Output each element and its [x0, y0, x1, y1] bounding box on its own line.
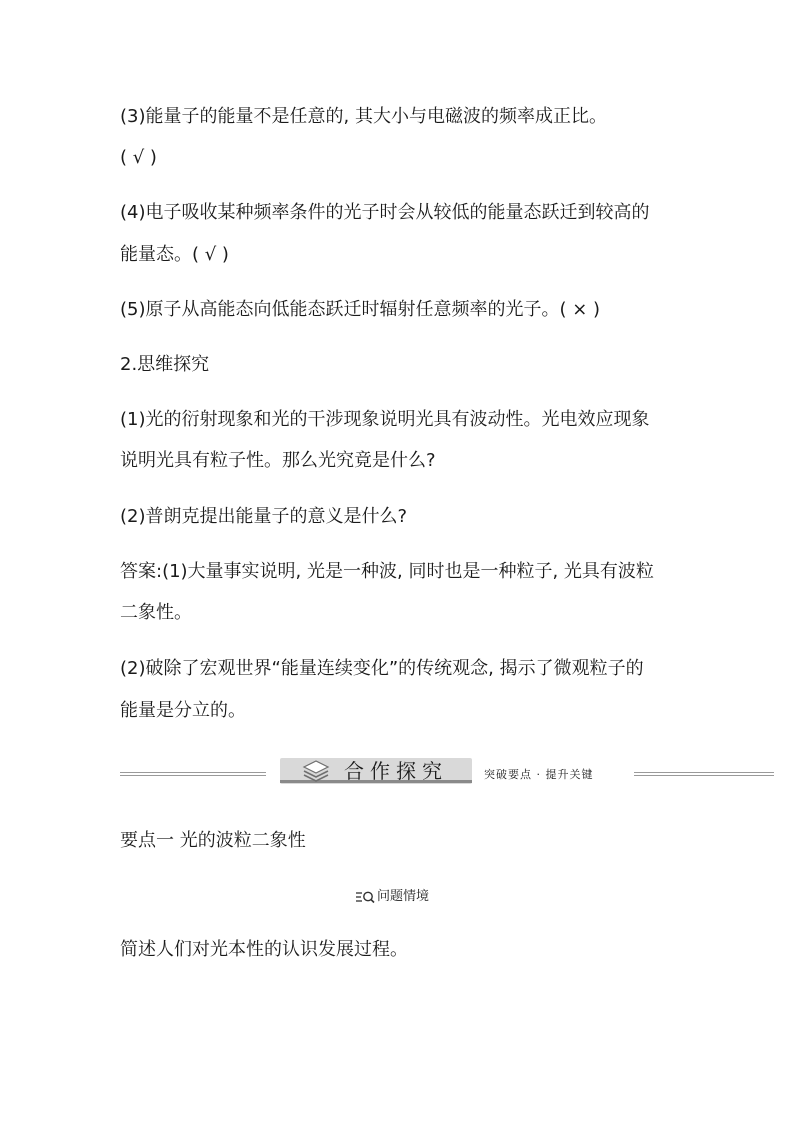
scene-magnifier-icon	[355, 890, 375, 904]
judgement-item-3-line-1: (3)能量子的能量不是任意的, 其大小与电磁波的频率成正比。	[120, 106, 607, 127]
section-banner	[120, 752, 774, 792]
answer-1-line-1: 答案:(1)大量事实说明, 光是一种波, 同时也是一种粒子, 光具有波粒	[120, 561, 654, 582]
point-title: 要点一 光的波粒二象性	[120, 830, 306, 851]
scene-label	[355, 888, 429, 906]
judgement-item-3-answer: ( √ )	[120, 147, 157, 168]
answer-1-line-2: 二象性。	[120, 602, 192, 623]
question-2-line-1: (2)普朗克提出能量子的意义是什么?	[120, 506, 408, 527]
judgement-item-4-line-1: (4)电子吸收某种频率条件的光子时会从较低的能量态跃迁到较高的	[120, 202, 650, 223]
banner-title: 合作探究	[344, 759, 448, 783]
banner-rule-left	[120, 772, 266, 776]
question-1-line-1: (1)光的衍射现象和光的干涉现象说明光具有波动性。光电效应现象	[120, 409, 650, 430]
thinking-heading: 2.思维探究	[120, 354, 210, 375]
banner-subtitle: 突破要点 · 提升关键	[484, 768, 594, 781]
question-1-line-2: 说明光具有粒子性。那么光究竟是什么?	[120, 450, 436, 471]
prompt-text: 简述人们对光本性的认识发展过程。	[120, 939, 408, 960]
answer-2-line-1: (2)破除了宏观世界“能量连续变化”的传统观念, 揭示了微观粒子的	[120, 658, 644, 679]
answer-2-line-2: 能量是分立的。	[120, 700, 246, 721]
layers-icon	[302, 758, 330, 786]
judgement-item-5-line-1: (5)原子从高能态向低能态跃迁时辐射任意频率的光子。( × )	[120, 299, 601, 320]
judgement-item-4-line-2: 能量态。( √ )	[120, 244, 229, 265]
banner-rule-right	[634, 772, 774, 776]
scene-label-text: 问题情境	[377, 889, 430, 904]
